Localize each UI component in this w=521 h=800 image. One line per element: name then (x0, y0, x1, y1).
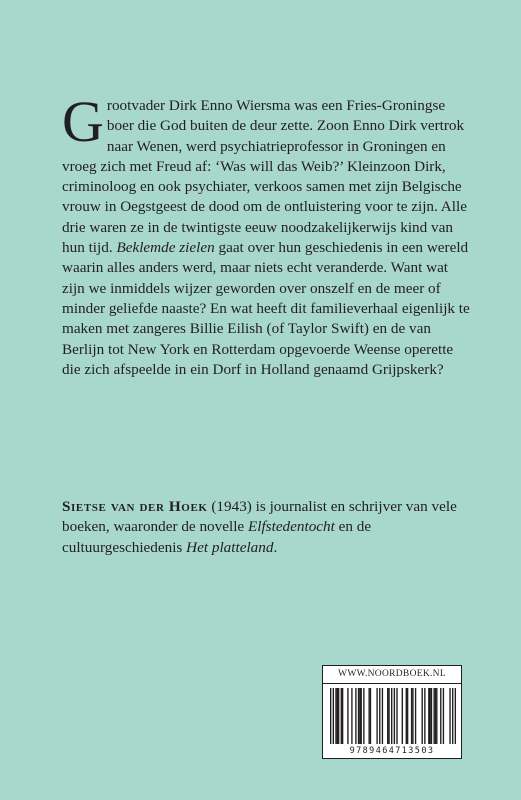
barcode-bar (351, 688, 352, 744)
barcode-bar (428, 688, 429, 744)
barcode-bar (342, 688, 343, 744)
barcode-bar (368, 688, 369, 744)
author-name: Sietse van der Hoek (62, 498, 208, 515)
barcode-bar (370, 688, 371, 744)
author-bio-text-2: en de cultuurgeschiedenis (62, 518, 372, 556)
barcode-bar (379, 688, 380, 744)
barcode-bar (363, 688, 364, 744)
barcode-bar (361, 688, 362, 744)
author-bio-text-1: (1943) is journalist en schrijver van vele boeken, waaronder de novelle (62, 498, 457, 536)
author-book-1: Elfstedentocht (247, 518, 335, 536)
barcode-bar (433, 688, 434, 744)
publisher-url: WWW.NOORDBOEK.NL (323, 666, 461, 684)
barcode-bar (412, 688, 413, 744)
barcode-bar (335, 688, 336, 744)
barcode-bar (411, 688, 412, 744)
barcode-bar (407, 688, 408, 744)
barcode-bar (402, 688, 403, 744)
barcode-bar (347, 688, 348, 744)
barcode-bar (455, 688, 456, 744)
blurb-rest-text: gaat over hun geschiedenis in een wereld waarin alles anders werd, maar niets echt veranderde. Want wat zijn we inmiddels wijzer geworden over onszelf en de meer of minder geliefde naaste? En wat heeft dit familieverhaal eigenlijk te maken met zangeres Billie Eilish (of Taylor Swift) en de van Berlijn tot New York en Rotterdam opgevoerde Weense operette die zich afspeelde in ein Dorf in Holland genaamd Grijpskerk? (62, 239, 470, 378)
barcode-bar (337, 688, 338, 744)
barcode-bar (388, 688, 389, 744)
barcode-bar (452, 688, 453, 744)
barcode-bar (333, 688, 334, 744)
barcode-bar (415, 688, 416, 744)
barcode-bars (330, 688, 456, 744)
isbn-barcode-box (322, 665, 462, 759)
barcode-bar (394, 688, 395, 744)
author-book-2: Het platteland (186, 538, 274, 556)
barcode-bar (431, 688, 432, 744)
barcode-bar (391, 688, 392, 744)
author-bio (62, 497, 470, 558)
barcode-bar (424, 688, 425, 744)
barcode-bar (429, 688, 430, 744)
barcode-bar (382, 688, 383, 744)
barcode-bar (435, 688, 436, 744)
barcode-bar (330, 688, 331, 744)
barcode-bar (387, 688, 388, 744)
barcode-bar (440, 688, 441, 744)
barcode-bar (338, 688, 339, 744)
back-cover-blurb (62, 89, 470, 380)
drop-cap: G (62, 89, 104, 154)
barcode-bar (406, 688, 407, 744)
barcode-bar (436, 688, 437, 744)
book-title-italic: Beklemde zielen (116, 239, 215, 257)
barcode-bar (396, 688, 397, 744)
isbn-digits: 9789464713503 (349, 746, 435, 756)
barcode-bar (422, 688, 423, 744)
barcode-bar (341, 688, 342, 744)
blurb-lead-text: rootvader Dirk Enno Wiersma was een Fries-Groningse boer die God buiten de deur zette. Zoon Enno Dirk vertrok naar Wenen, werd psychiatrieprofessor in Groningen en vroeg zich met Freud af: ‘Was will das Weib?’ Kleinzoon Dirk, criminoloog en ook psychiater, verkoos samen met zijn Belgische vrouw in Oegstgeest de dood om de ontluistering voor te zijn. Alle drie waren ze in de twintigste eeuw noodzakelijkerwijs kind van hun tijd. (62, 97, 467, 257)
barcode-bar (358, 688, 359, 744)
barcode-bar (449, 688, 450, 744)
barcode-bar (355, 688, 356, 744)
author-bio-text-3: . (273, 538, 278, 556)
barcode-bar (443, 688, 444, 744)
barcode-bar (376, 688, 377, 744)
barcode-bar (359, 688, 360, 744)
